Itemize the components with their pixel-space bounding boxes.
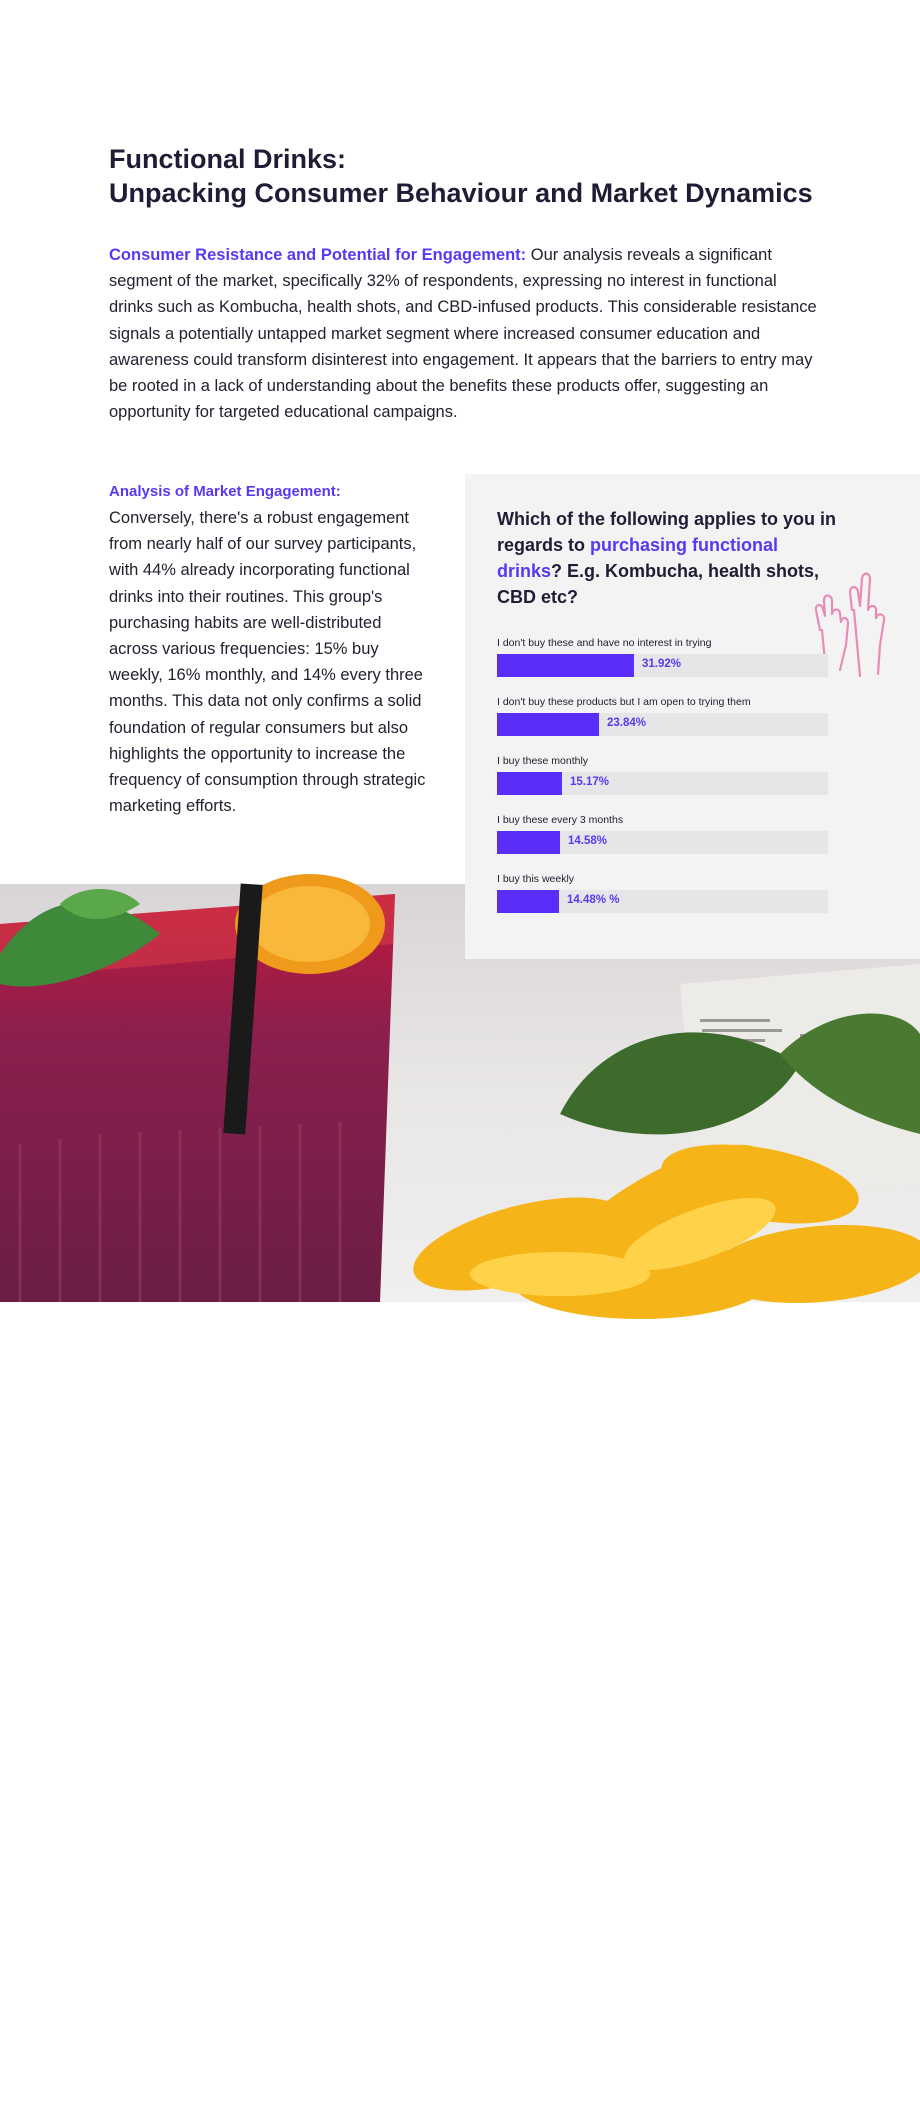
bar-label: I don't buy these products but I am open to trying them bbox=[497, 696, 751, 708]
survey-question bbox=[497, 506, 842, 610]
question-highlight: purchasing functional drinks bbox=[497, 535, 779, 581]
intro-paragraph bbox=[109, 242, 821, 425]
page-number: 10 bbox=[782, 2087, 814, 2120]
bar-row-3 bbox=[497, 754, 828, 795]
bar-value-label: 14.48% % bbox=[567, 894, 620, 906]
bar-track bbox=[497, 831, 828, 854]
bar-row-5 bbox=[497, 872, 828, 913]
bar-label: I buy this weekly bbox=[497, 873, 575, 885]
bar-track bbox=[497, 890, 828, 913]
survey-chart-card bbox=[465, 474, 920, 959]
engagement-body: Conversely, there's a robust engagement from nearly half of our survey participants, with 44% already incorporating functional drinks into their routines. This group's purchasing habits are well-distributed across various frequencies: 15% buy weekly, 16% monthly, and 14% every three months. This data not only confirms a solid foundation of regular consumers but also highlights the opportunity to increase the frequency of consumption through strategic marketing efforts. bbox=[109, 509, 426, 816]
bar-value-label: 14.58% bbox=[568, 835, 608, 847]
bar-value-label: 15.17% bbox=[570, 776, 610, 788]
bar-fill bbox=[497, 654, 634, 677]
intro-body: Our analysis reveals a significant segment of the market, specifically 32% of respondents, expressing no interest in functional drinks such as Kombucha, health shots, and CBD-infused products. This considerable resistance signals a potentially untapped market segment where increased consumer education and awareness could transform disinterest into engagement. It appears that the barriers to entry may be rooted in a lack of understanding about the benefits these products offer, suggesting an opportunity for targeted educational campaigns. bbox=[109, 246, 817, 422]
bar-track bbox=[497, 713, 828, 736]
bar-value-label: 23.84% bbox=[607, 717, 647, 729]
bar-fill bbox=[497, 772, 562, 795]
bar-track bbox=[497, 654, 828, 677]
bar-fill bbox=[497, 890, 559, 913]
bar-fill bbox=[497, 831, 560, 854]
page-title bbox=[109, 142, 889, 210]
bar-row-4 bbox=[497, 813, 828, 854]
bar-fill bbox=[497, 713, 599, 736]
engagement-heading: Analysis of Market Engagement: bbox=[109, 483, 341, 500]
question-part-2: ? E.g. Kombucha, health shots, CBD etc? bbox=[497, 561, 820, 607]
title-line-1: Functional Drinks: bbox=[109, 144, 347, 174]
bar-label: I buy these every 3 months bbox=[497, 814, 624, 826]
question-part-1: Which of the following applies to you in regards to bbox=[497, 509, 836, 555]
bar-track bbox=[497, 772, 828, 795]
bar-label: I buy these monthly bbox=[497, 755, 589, 767]
intro-heading: Consumer Resistance and Potential for Engagement: bbox=[109, 246, 527, 264]
bar-label: I don't buy these and have no interest in trying bbox=[497, 637, 712, 649]
bar-row-2 bbox=[497, 695, 828, 736]
engagement-section bbox=[109, 479, 427, 819]
title-line-2: Unpacking Consumer Behaviour and Market Dynamics bbox=[109, 178, 813, 208]
bar-value-label: 31.92% bbox=[642, 658, 682, 670]
bar-row-1 bbox=[497, 636, 828, 677]
